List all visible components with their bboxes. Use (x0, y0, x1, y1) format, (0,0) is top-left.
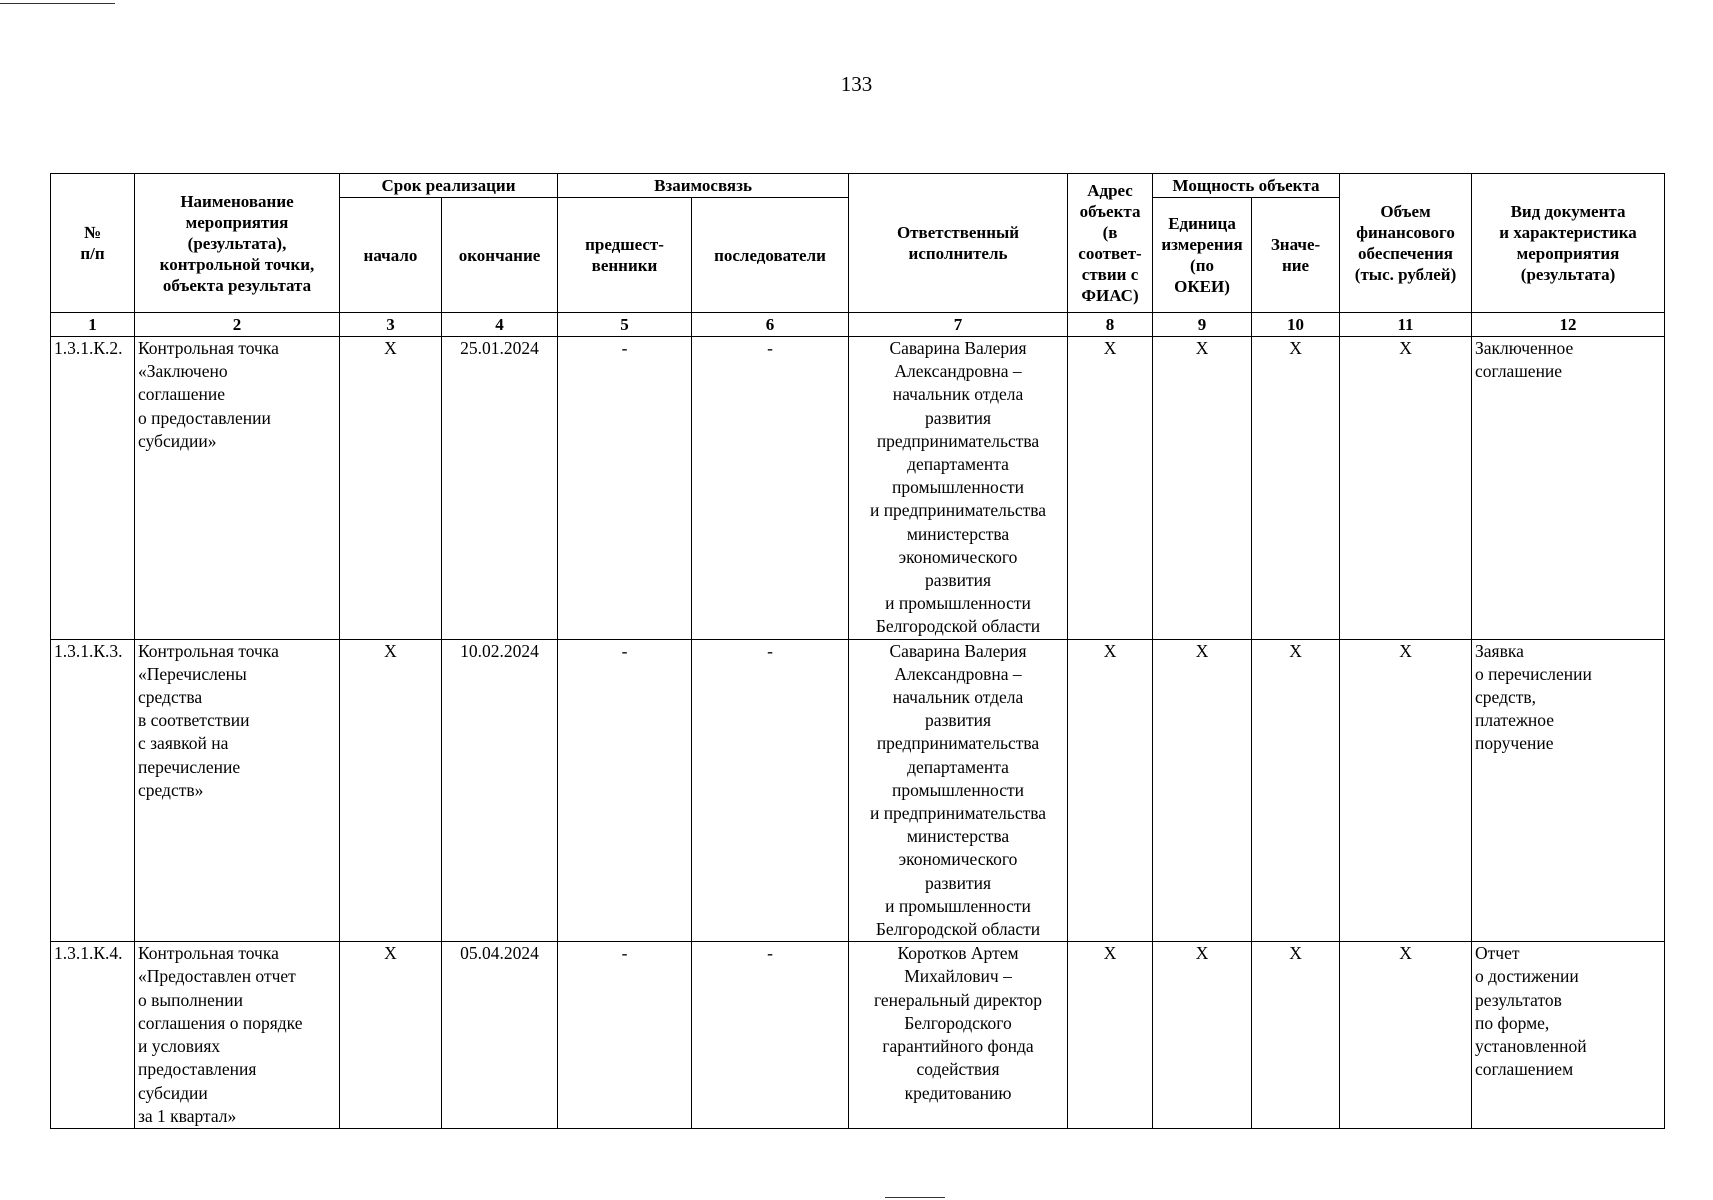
row-start: Х (340, 639, 442, 942)
row-name: Контрольная точка «Заключено соглашение о предоставлении субсидии» (135, 337, 340, 640)
column-number: 10 (1252, 313, 1340, 337)
column-number: 8 (1068, 313, 1153, 337)
row-start: Х (340, 942, 442, 1129)
column-number: 4 (442, 313, 558, 337)
header-name: Наименование мероприятия (результата), контрольной точки, объекта результата (135, 174, 340, 313)
events-table (50, 173, 1665, 1129)
row-value: Х (1252, 639, 1340, 942)
header-term-group: Срок реализации (340, 174, 558, 198)
row-responsible: Коротков Артем Михайлович – генеральный директор Белгородского гарантийного фонда содействия кредитованию (849, 942, 1068, 1129)
row-number: 1.3.1.К.4. (51, 942, 135, 1129)
row-responsible: Саварина Валерия Александровна – начальник отдела развития предпринимательства департамента промышленности и предпринимательства министерства экономического развития и промышленности Белгородской области (849, 337, 1068, 640)
header-doc-type: Вид документа и характеристика мероприятия (результата) (1472, 174, 1665, 313)
scan-artifact-line-bottom (885, 1197, 945, 1198)
column-number: 1 (51, 313, 135, 337)
row-unit: Х (1153, 942, 1252, 1129)
header-relation-group: Взаимосвязь (558, 174, 849, 198)
row-funding: Х (1340, 337, 1472, 640)
header-term-end: окончание (442, 198, 558, 313)
column-number: 5 (558, 313, 692, 337)
header-capacity-group: Мощность объекта (1153, 174, 1340, 198)
row-name: Контрольная точка «Перечислены средства в соответствии с заявкой на перечисление средств» (135, 639, 340, 942)
header-responsible: Ответственный исполнитель (849, 174, 1068, 313)
header-funding: Объем финансового обеспечения (тыс. рублей) (1340, 174, 1472, 313)
row-address: Х (1068, 337, 1153, 640)
row-value: Х (1252, 337, 1340, 640)
header-successors: последователи (692, 198, 849, 313)
column-number: 12 (1472, 313, 1665, 337)
row-number: 1.3.1.К.3. (51, 639, 135, 942)
column-number: 2 (135, 313, 340, 337)
row-end: 10.02.2024 (442, 639, 558, 942)
header-number: № п/п (51, 174, 135, 313)
table-row (51, 942, 1665, 1129)
row-name: Контрольная точка «Предоставлен отчет о выполнении соглашения о порядке и условиях предоставления субсидии за 1 квартал» (135, 942, 340, 1129)
column-number: 3 (340, 313, 442, 337)
column-number: 11 (1340, 313, 1472, 337)
row-doc: Заявка о перечислении средств, платежное поручение (1472, 639, 1665, 942)
row-start: Х (340, 337, 442, 640)
row-successors: - (692, 337, 849, 640)
column-number: 7 (849, 313, 1068, 337)
scan-artifact-line (0, 3, 115, 4)
table-row (51, 639, 1665, 942)
header-unit: Единица измерения (по ОКЕИ) (1153, 198, 1252, 313)
row-end: 05.04.2024 (442, 942, 558, 1129)
row-doc: Отчет о достижении результатов по форме, установленной соглашением (1472, 942, 1665, 1129)
table-row (51, 337, 1665, 640)
header-term-start: начало (340, 198, 442, 313)
row-responsible: Саварина Валерия Александровна – начальник отдела развития предпринимательства департамента промышленности и предпринимательства министерства экономического развития и промышленности Белгородской области (849, 639, 1068, 942)
row-successors: - (692, 639, 849, 942)
row-address: Х (1068, 639, 1153, 942)
row-value: Х (1252, 942, 1340, 1129)
header-value: Значе- ние (1252, 198, 1340, 313)
row-predecessors: - (558, 942, 692, 1129)
row-predecessors: - (558, 337, 692, 640)
row-address: Х (1068, 942, 1153, 1129)
column-number: 6 (692, 313, 849, 337)
page-number: 133 (840, 72, 873, 96)
row-doc: Заключенное соглашение (1472, 337, 1665, 640)
row-unit: Х (1153, 337, 1252, 640)
column-number: 9 (1153, 313, 1252, 337)
header-predecessors: предшест- венники (558, 198, 692, 313)
row-number: 1.3.1.К.2. (51, 337, 135, 640)
row-end: 25.01.2024 (442, 337, 558, 640)
row-successors: - (692, 942, 849, 1129)
header-address: Адрес объекта (в соответ- ствии с ФИАС) (1068, 174, 1153, 313)
row-unit: Х (1153, 639, 1252, 942)
row-funding: Х (1340, 639, 1472, 942)
row-funding: Х (1340, 942, 1472, 1129)
row-predecessors: - (558, 639, 692, 942)
